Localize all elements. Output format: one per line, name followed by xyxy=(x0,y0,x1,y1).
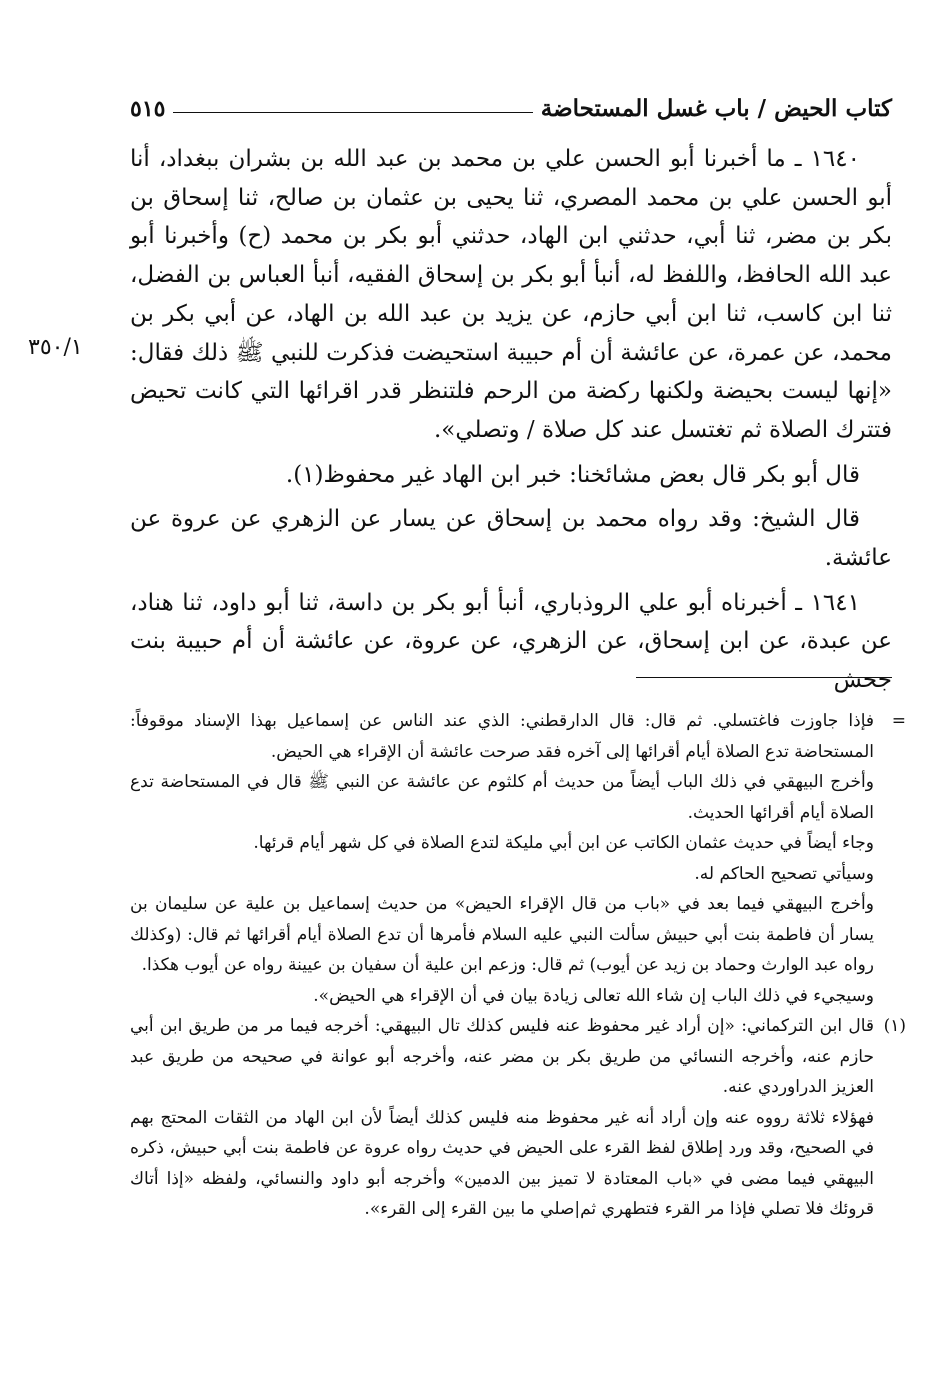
shaykh-remark: قال الشيخ: وقد رواه محمد بن إسحاق عن يسار عن الزهري عن عروة عن عائشة. xyxy=(130,506,892,572)
hadith-1641: ١٦٤١ ـ أخبرناه أبو علي الروذباري، أنبأ أبو بكر بن داسة، ثنا أبو داود، ثنا هناد، عن عبدة، عن ابن إسحاق، عن الزهري، عن عروة، عن عائشة أن أم حبيبة بنت جحش xyxy=(130,589,892,694)
running-header xyxy=(130,82,892,122)
footnote-paragraph: فهؤلاء ثلاثة رووه عنه وإن أراد أنه غير محفوظ منه فليس كذلك أيضاً لأن ابن الهاد من الثقات المحتج بهم في الصحيح، وقد ورد إطلاق لفظ القرء على الحيض في حديث رواه عروة عن فاطمة بنت أبي حبيش، ذكره البيهقي فيما مضى في «باب المعتادة لا تميز بين الدمين» وأخرجه أبو داود والنسائي، ولفظه «إذا أتاك قروئك فلا تصلي فإذا مر القرء فتطهري ثم|صلي ما بين القرء إلى القرء». xyxy=(130,1107,874,1219)
footnote-paragraph: وأخرج البيهقي فيما بعد في «باب من قال الإقراء الحيض» من حديث إسماعيل بن علية عن سليمان بن يسار أن فاطمة بنت أبي حبيش سألت النبي عليه السلام فأمرها أن تدع الصلاة أيام أقرائها ثم قال: (وكذلك رواه عبد الوارث وحماد بن زيد عن أيوب) ثم قال: وزعم ابن علية أن سفيان بن عيينة رواه عن أيوب هكذا. xyxy=(130,894,874,975)
hadith-1640: ١٦٤٠ ـ ما أخبرنا أبو الحسن علي بن محمد بن عبد الله بن بشران ببغداد، أنا أبو الحسن علي بن محمد المصري، ثنا يحيى بن عثمان بن صالح، ثنا إسحاق بن بكر بن مضر، ثنا أبي، حدثني ابن الهاد، حدثني أبو بكر بن محمد (ح) وأخبرنا أبو عبد الله الحافظ، واللفظ له، أنبأ أبو بكر بن إسحاق الفقيه، أنبأ العباس بن الفضل، ثنا ابن كاسب، ثنا ابن أبي حازم، عن يزيد بن عبد الله بن الهاد، عن أبي بكر بن محمد، عن عمرة، عن عائشة أن أم حبيبة استحيضت فذكرت للنبي ﷺ ذلك فقال: «إنها ليست بحيضة ولكنها ركضة من الرحم فلتنظر قدر اقرائها التي كانت تحيض فتترك الصلاة ثم تغتسل عند كل صلاة / وتصلي». xyxy=(130,146,892,443)
footnote-1 xyxy=(130,1011,906,1225)
abu-bakr-remark: قال أبو بكر قال بعض مشائخنا: خبر ابن الهاد غير محفوظ(١). xyxy=(285,461,860,488)
continuation-marker: = xyxy=(891,711,906,731)
footnote-paragraph: وجاء أيضاً في حديث عثمان الكاتب عن ابن أبي مليكة لتدع الصلاة في كل شهر أيام قرئها. xyxy=(253,833,874,853)
footnotes xyxy=(130,706,906,1225)
footnote-paragraph: وسيجيء في ذلك الباب إن شاء الله تعالى زيادة بيان في أن الإقراء هي الحيض». xyxy=(313,985,874,1006)
footnote-continuation xyxy=(130,706,906,1011)
footnote-paragraph: فإذا جاوزت فاغتسلي. ثم قال: قال الدارقطني: الذي عند الناس عن إسماعيل بهذا الإسناد موقوفاً: المستحاضة تدع الصلاة أيام أقرائها إلى آخره فقد صرحت عائشة أن الإقراء هي الحيض. xyxy=(130,711,874,762)
footnote-separator xyxy=(636,677,892,678)
main-text xyxy=(130,140,892,700)
margin-page-reference: ٣٥٠/١ xyxy=(28,335,83,360)
footnote-paragraph: وسيأتي تصحيح الحاكم له. xyxy=(694,863,874,884)
footnote-paragraph: وأخرج البيهقي في ذلك الباب أيضاً من حديث أم كلثوم عن عائشة عن النبي ﷺ قال في المستحاضة تدع الصلاة أيام أقرائها الحديث. xyxy=(130,772,874,823)
header-rule xyxy=(173,112,532,113)
chapter-title: كتاب الحيض / باب غسل المستحاضة xyxy=(540,95,892,122)
footnote-paragraph: قال ابن التركماني: «إن أراد غير محفوظ عنه فليس كذلك تال البيهقي: أخرجه فيما مر من طريق ابن أبي حازم عنه، وأخرجه النسائي من طريق بكر بن مضر عنه، وأخرجه أبو عوانة في صحيحه من طريق عبد العزيز الدراوردي عنه. xyxy=(130,1016,875,1097)
footnote-1-marker: (١) xyxy=(883,1016,906,1036)
page-number: ٥١٥ xyxy=(130,96,166,122)
